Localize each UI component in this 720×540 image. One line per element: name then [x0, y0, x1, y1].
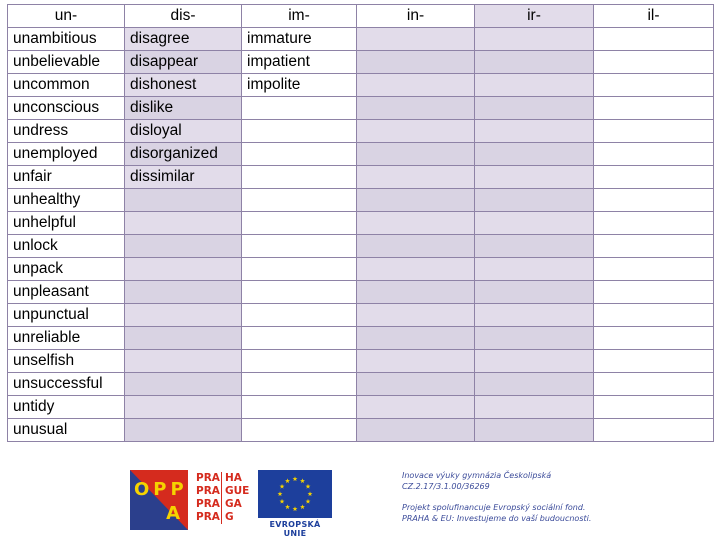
table-cell [594, 97, 714, 120]
table-cell: disorganized [125, 143, 242, 166]
table-cell [357, 304, 475, 327]
table-row [8, 419, 714, 442]
table-cell [125, 419, 242, 442]
table-cell [125, 373, 242, 396]
column-header: un- [8, 5, 125, 28]
table-cell [242, 350, 357, 373]
table-cell: unselfish [8, 350, 125, 373]
table-cell [357, 258, 475, 281]
table-cell [357, 97, 475, 120]
table-row [8, 258, 714, 281]
table-cell [475, 281, 594, 304]
table-cell [357, 373, 475, 396]
table-cell [357, 189, 475, 212]
table-cell [357, 212, 475, 235]
table-cell [475, 419, 594, 442]
table-cell [475, 350, 594, 373]
praha-logo-text: GUE [221, 485, 249, 498]
table-cell: impatient [242, 51, 357, 74]
column-header: dis- [125, 5, 242, 28]
table-cell: immature [242, 28, 357, 51]
table-cell: unambitious [8, 28, 125, 51]
table-cell: dislike [125, 97, 242, 120]
table-cell [594, 189, 714, 212]
oppa-logo [130, 470, 188, 530]
praha-logo-text: PRA [196, 485, 220, 497]
table-cell [125, 212, 242, 235]
oppa-logo-text [134, 478, 186, 526]
praha-logo-row [196, 511, 252, 524]
project-line: Inovace výuky gymnázia Českolipská [402, 471, 552, 480]
project-line: CZ.2.17/3.1.00/36269 [402, 482, 490, 491]
column-header: ir- [475, 5, 594, 28]
footer-logos [0, 462, 720, 538]
table-cell [242, 258, 357, 281]
table-cell [242, 281, 357, 304]
table-row [8, 396, 714, 419]
table-cell: disappear [125, 51, 242, 74]
table-cell [357, 419, 475, 442]
praha-logo-text: PRA [196, 511, 220, 523]
eu-flag-icon [258, 470, 332, 518]
table-cell [475, 373, 594, 396]
table-cell [475, 120, 594, 143]
table-cell [594, 419, 714, 442]
project-info [402, 470, 702, 524]
table-cell [594, 166, 714, 189]
table-cell [594, 396, 714, 419]
table-cell [475, 97, 594, 120]
table-cell [125, 396, 242, 419]
table-cell [357, 120, 475, 143]
table-row [8, 235, 714, 258]
table-cell [475, 74, 594, 97]
table-cell [475, 51, 594, 74]
table-cell [242, 235, 357, 258]
table-cell: unsuccessful [8, 373, 125, 396]
table-row [8, 189, 714, 212]
table-cell [242, 97, 357, 120]
table-row [8, 28, 714, 51]
table-cell [475, 28, 594, 51]
table-cell [594, 51, 714, 74]
table-cell [594, 143, 714, 166]
table-cell: dishonest [125, 74, 242, 97]
table-cell: unbelievable [8, 51, 125, 74]
table-cell [357, 281, 475, 304]
table-cell [242, 304, 357, 327]
praha-logo-text: PRA [196, 472, 220, 484]
table-cell: impolite [242, 74, 357, 97]
table-cell [242, 419, 357, 442]
table-cell [125, 350, 242, 373]
project-line: Projekt spolufinancuje Evropský sociální fond. [402, 503, 586, 512]
table-cell [357, 28, 475, 51]
table-cell: unhealthy [8, 189, 125, 212]
table-cell [125, 327, 242, 350]
table-row [8, 51, 714, 74]
praha-logo-text: PRA [196, 498, 220, 510]
praha-logo-text: GA [221, 498, 242, 511]
table-cell [357, 143, 475, 166]
table-cell [242, 166, 357, 189]
table-cell [594, 350, 714, 373]
table-cell: unreliable [8, 327, 125, 350]
table-cell [475, 258, 594, 281]
table-row [8, 212, 714, 235]
table-cell: unpunctual [8, 304, 125, 327]
table-cell [242, 143, 357, 166]
table-cell [475, 327, 594, 350]
table-cell [594, 28, 714, 51]
eu-logo [258, 470, 332, 538]
table-cell [475, 212, 594, 235]
table-row [8, 97, 714, 120]
table-cell [242, 120, 357, 143]
table-cell [125, 258, 242, 281]
table-cell [475, 189, 594, 212]
table-row [8, 281, 714, 304]
table-cell [594, 373, 714, 396]
table-cell: undress [8, 120, 125, 143]
table-cell [594, 212, 714, 235]
praha-logo-text: HA [221, 472, 242, 485]
column-header: il- [594, 5, 714, 28]
table-row [8, 350, 714, 373]
table-cell [475, 235, 594, 258]
table-cell [242, 189, 357, 212]
table-cell: uncommon [8, 74, 125, 97]
table-cell [125, 281, 242, 304]
praha-logo-text: G [221, 511, 234, 524]
table-cell: unlock [8, 235, 125, 258]
table-cell [594, 258, 714, 281]
table-cell: unfair [8, 166, 125, 189]
table-row [8, 143, 714, 166]
table-cell [357, 51, 475, 74]
table-row [8, 120, 714, 143]
table-cell: unhelpful [8, 212, 125, 235]
table-cell [357, 327, 475, 350]
table-row [8, 304, 714, 327]
praha-logo [196, 472, 252, 528]
column-header: im- [242, 5, 357, 28]
table-row [8, 74, 714, 97]
table-cell [475, 166, 594, 189]
table-row [8, 327, 714, 350]
table-cell [357, 74, 475, 97]
table-cell [475, 396, 594, 419]
table-cell: unusual [8, 419, 125, 442]
table-cell [125, 304, 242, 327]
praha-logo-row [196, 472, 252, 485]
table-cell [357, 350, 475, 373]
table-cell: dissimilar [125, 166, 242, 189]
table-cell [125, 189, 242, 212]
table-cell: unemployed [8, 143, 125, 166]
table-cell [594, 304, 714, 327]
table-cell [357, 396, 475, 419]
table-cell [242, 396, 357, 419]
table-cell: disagree [125, 28, 242, 51]
table-cell [242, 373, 357, 396]
project-line: PRAHA & EU: Investujeme do vaší budoucnosti. [402, 514, 592, 523]
table-cell [475, 143, 594, 166]
prefix-table [7, 4, 714, 442]
table-cell: untidy [8, 396, 125, 419]
table-cell: unpleasant [8, 281, 125, 304]
eu-logo-caption: EVROPSKÁ UNIE [269, 520, 321, 538]
oppa-logo-line2: A [166, 503, 184, 524]
table-cell: unpack [8, 258, 125, 281]
table-cell [357, 235, 475, 258]
header-row [8, 5, 714, 28]
table-row [8, 373, 714, 396]
table-cell [594, 281, 714, 304]
table-cell [125, 235, 242, 258]
table-cell [242, 212, 357, 235]
table-cell [242, 327, 357, 350]
table-cell [357, 166, 475, 189]
table-cell: unconscious [8, 97, 125, 120]
table-row [8, 166, 714, 189]
praha-logo-row [196, 485, 252, 498]
table-cell [594, 74, 714, 97]
table-cell [594, 120, 714, 143]
praha-logo-row [196, 498, 252, 511]
table-cell [594, 235, 714, 258]
table-cell: disloyal [125, 120, 242, 143]
table-cell [475, 304, 594, 327]
oppa-logo-line1: OPP [134, 479, 188, 500]
table-cell [594, 327, 714, 350]
column-header: in- [357, 5, 475, 28]
